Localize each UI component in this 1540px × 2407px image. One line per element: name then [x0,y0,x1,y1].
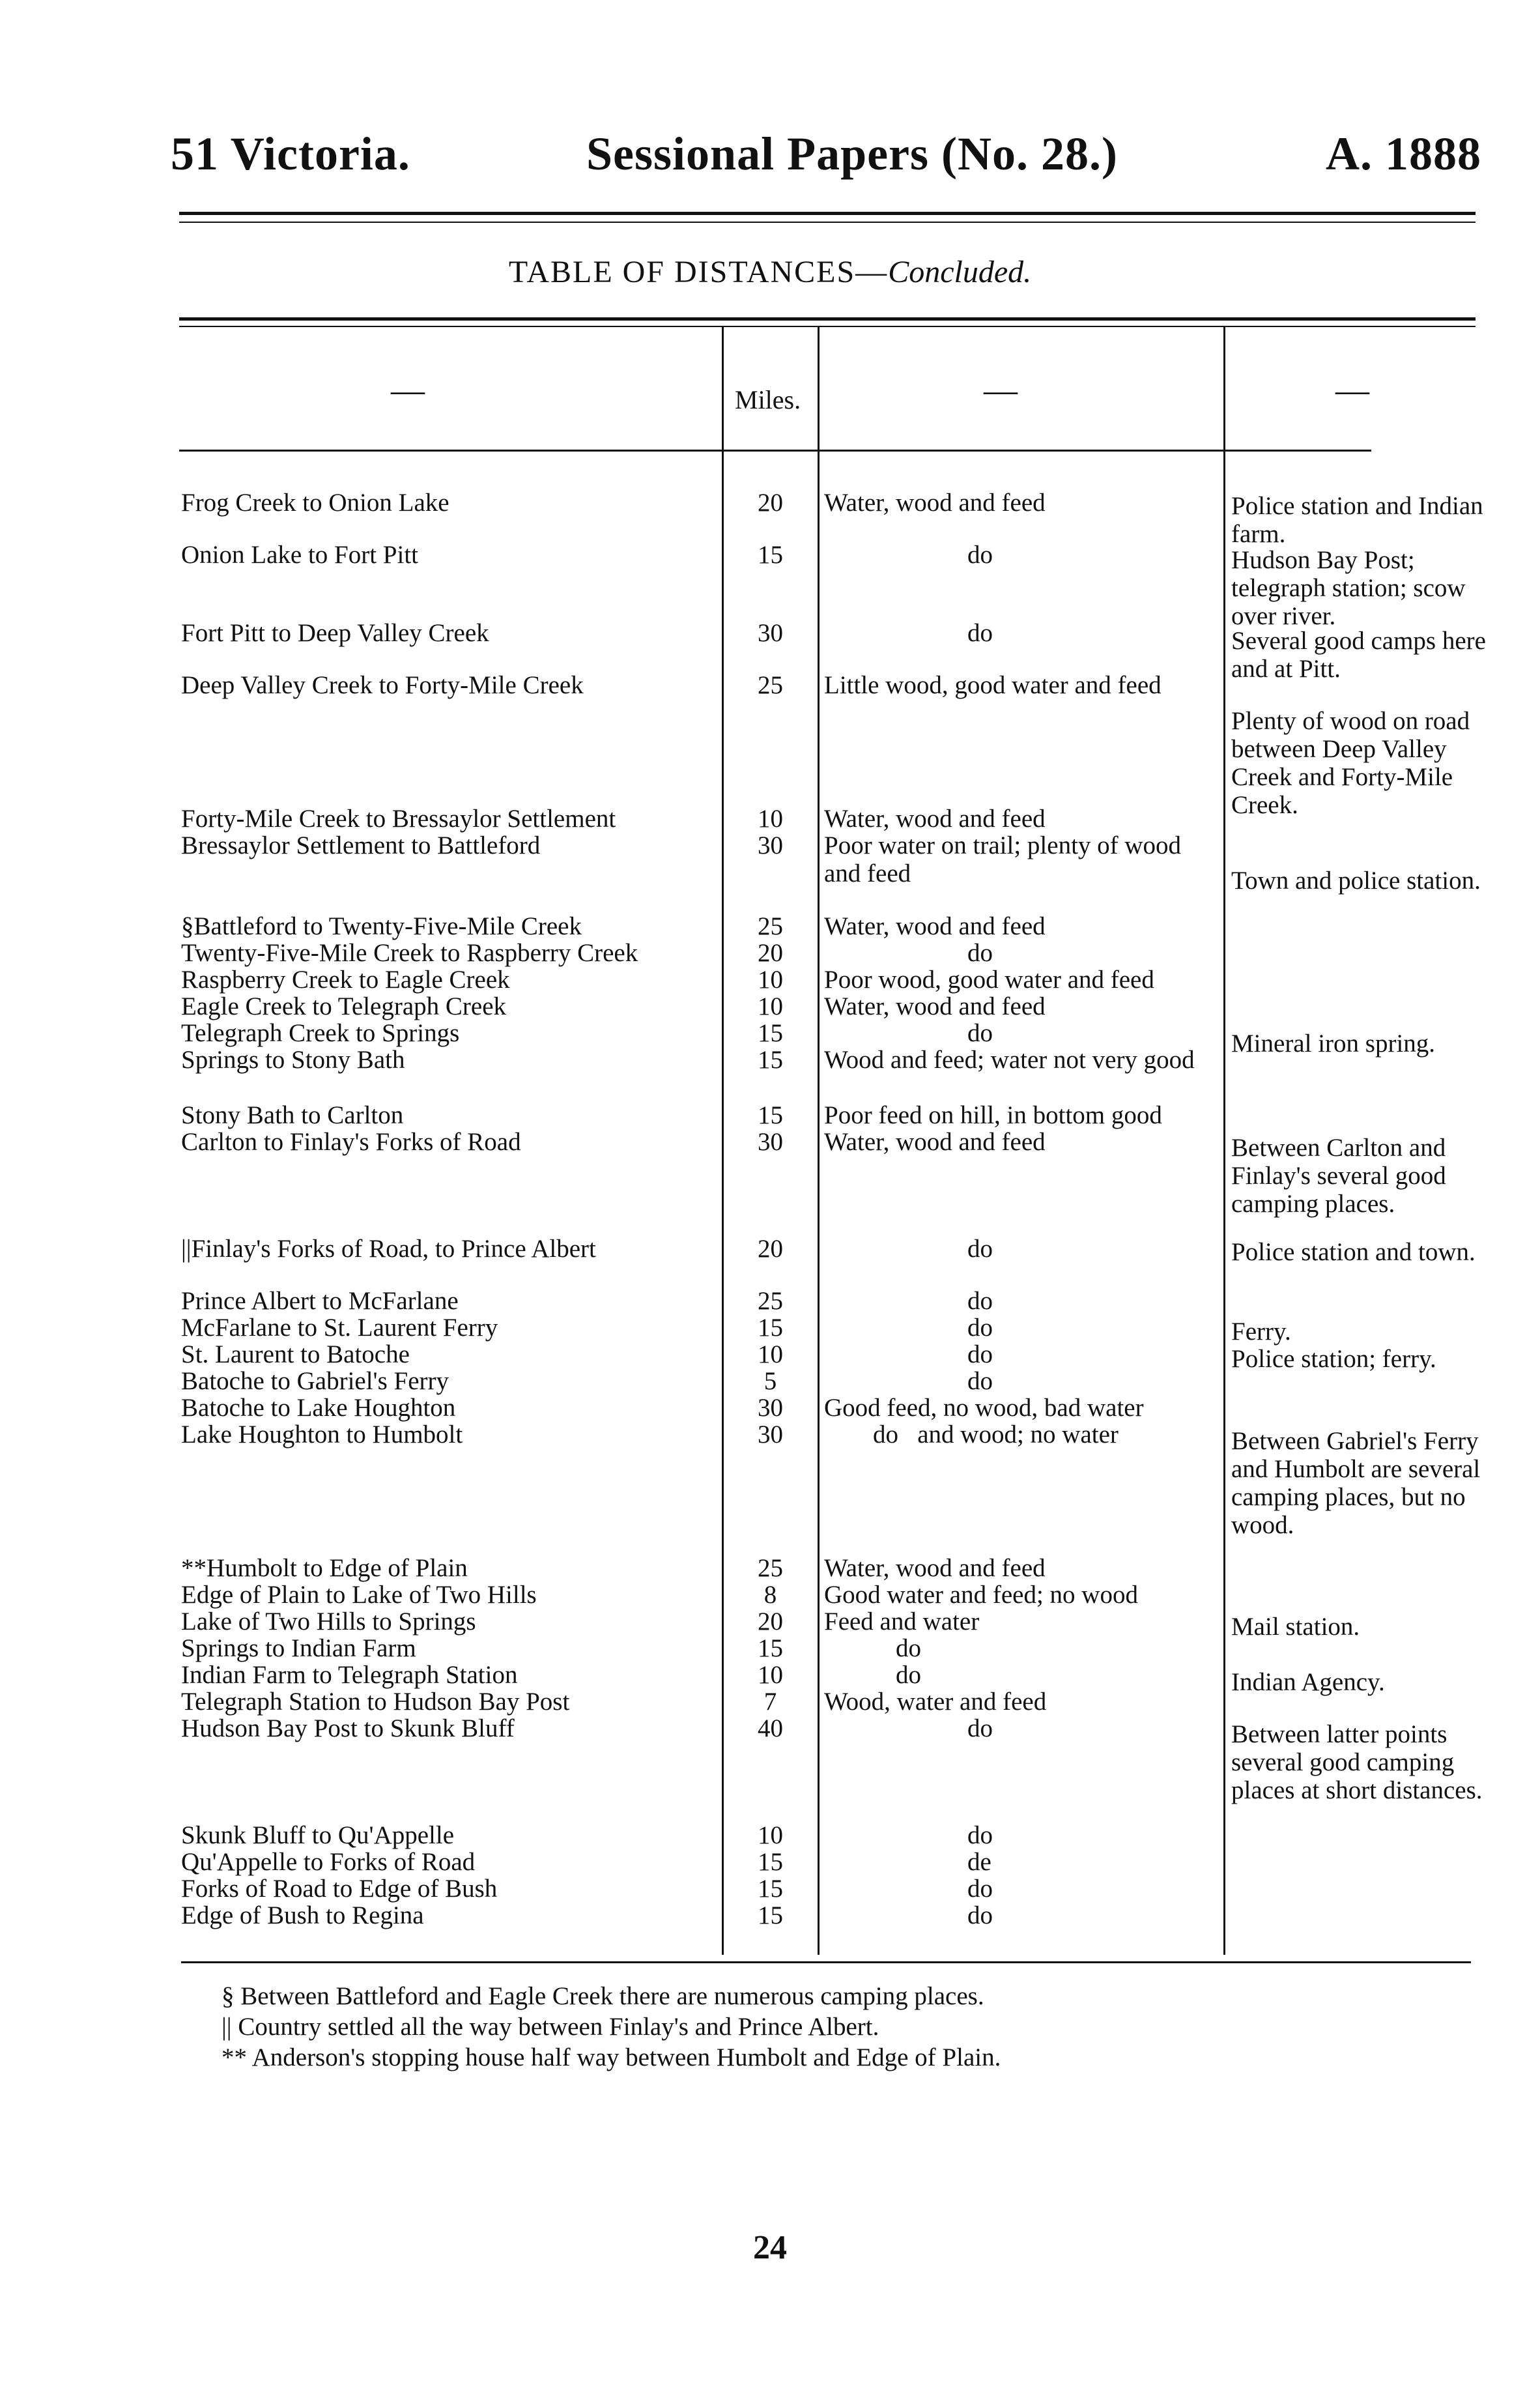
table-title-italic: Concluded. [888,255,1032,289]
miles-cell: 10 [758,966,783,994]
remark-cell: Police station and town. [1231,1238,1476,1266]
miles-cell: 30 [758,1128,783,1156]
route-cell: §Battleford to Twenty-Five-Mile Creek [181,912,582,940]
footnote-asterisks: ** Anderson's stopping house half way between Humbolt and Edge of Plain. [221,2043,1001,2071]
route-cell: Bressaylor Settlement to Battleford [181,831,541,859]
miles-cell: 10 [758,1821,783,1849]
table-rule-top [179,317,1476,321]
miles-cell: 7 [763,1688,777,1716]
miles-cell: 25 [758,1287,783,1315]
miles-cell: 15 [758,1634,783,1662]
col-head-remarks: — [1335,372,1369,409]
route-cell: Edge of Plain to Lake of Two Hills [181,1581,537,1609]
remark-cell: Between Carlton and Finlay's several good camping places. [1231,1134,1446,1218]
col-head-miles: Miles. [735,385,801,414]
remark-cell: Mineral iron spring. [1231,1030,1436,1058]
route-cell: Batoche to Lake Houghton [181,1394,456,1422]
miles-cell: 15 [758,1314,783,1342]
table-rule-top-2 [179,326,1476,327]
miles-cell: 10 [758,1340,783,1368]
description-cell: Good feed, no wood, bad water [824,1394,1144,1422]
route-cell: Lake Houghton to Humbolt [181,1420,463,1449]
route-cell: Fort Pitt to Deep Valley Creek [181,619,489,647]
column-rule-3 [1223,326,1225,1955]
header-center: Sessional Papers (No. 28.) [586,128,1118,180]
miles-cell: 15 [758,1019,783,1047]
remark-cell: Indian Agency. [1231,1668,1385,1696]
description-cell: Water, wood and feed [824,1128,1046,1156]
description-cell: Poor water on trail; plenty of wood and feed [824,831,1182,887]
column-rule-2 [818,326,820,1955]
description-cell: Poor feed on hill, in bottom good [824,1101,1162,1129]
col-head-route: — [391,372,425,409]
header-separator [179,450,1371,452]
route-cell: Frog Creek to Onion Lake [181,489,449,517]
route-cell: Forks of Road to Edge of Bush [181,1875,498,1903]
miles-cell: 15 [758,541,783,569]
route-cell: Indian Farm to Telegraph Station [181,1661,518,1689]
miles-cell: 15 [758,1046,783,1074]
route-cell: Lake of Two Hills to Springs [181,1607,476,1636]
remark-cell: Plenty of wood on road between Deep Valley Creek and Forty-Mile Creek. [1231,707,1470,819]
route-cell: Twenty-Five-Mile Creek to Raspberry Creek [181,939,638,967]
route-cell: Edge of Bush to Regina [181,1901,424,1929]
table-bottom-rule [181,1961,1471,1963]
description-cell: Water, wood and feed [824,805,1046,833]
route-cell: Eagle Creek to Telegraph Creek [181,992,507,1020]
route-cell: ||Finlay's Forks of Road, to Prince Albert [181,1235,596,1263]
route-cell: Deep Valley Creek to Forty-Mile Creek [181,671,584,699]
description-cell: Poor wood, good water and feed [824,966,1154,994]
route-cell: Telegraph Creek to Springs [181,1019,460,1047]
header-rule-top [179,212,1476,215]
header-right: A. 1888 [1326,128,1481,180]
description-cell: do [967,1287,993,1315]
miles-cell: 10 [758,805,783,833]
route-cell: St. Laurent to Batoche [181,1340,410,1368]
description-cell: Water, wood and feed [824,992,1046,1020]
remark-cell: Ferry. [1231,1318,1291,1346]
description-cell: do [967,1314,993,1342]
description-cell: do [967,939,993,967]
description-cell: do [967,1367,993,1395]
miles-cell: 10 [758,992,783,1020]
route-cell: Onion Lake to Fort Pitt [181,541,418,569]
table-title-main: TABLE OF DISTANCES— [508,255,889,289]
route-cell: Skunk Bluff to Qu'Appelle [181,1821,455,1849]
description-cell: do [896,1661,921,1689]
remark-cell: Police station; ferry. [1231,1345,1436,1373]
footnote-section: § Between Battleford and Eagle Creek there are numerous camping places. [221,1982,984,2010]
miles-cell: 30 [758,1420,783,1449]
miles-cell: 30 [758,831,783,859]
miles-cell: 25 [758,1554,783,1582]
route-cell: Springs to Indian Farm [181,1634,416,1662]
description-cell: de [967,1848,991,1876]
remark-cell: Town and police station. [1231,867,1481,895]
description-cell: Water, wood and feed [824,1554,1046,1582]
description-cell: do [967,1235,993,1263]
miles-cell: 15 [758,1875,783,1903]
remark-cell: Mail station. [1231,1613,1360,1641]
miles-cell: 25 [758,912,783,940]
route-cell: Stony Bath to Carlton [181,1101,404,1129]
route-cell: Forty-Mile Creek to Bressaylor Settlement [181,805,616,833]
page-number: 24 [753,2229,787,2266]
description-cell: Water, wood and feed [824,489,1046,517]
route-cell: Batoche to Gabriel's Ferry [181,1367,449,1395]
route-cell: Raspberry Creek to Eagle Creek [181,966,510,994]
description-cell: Wood and feed; water not very good [824,1046,1195,1074]
description-cell: do [967,1821,993,1849]
description-cell: Little wood, good water and feed [824,671,1162,699]
miles-cell: 15 [758,1901,783,1929]
miles-cell: 10 [758,1661,783,1689]
description-cell: do [967,1340,993,1368]
description-cell: Feed and water [824,1607,980,1636]
remark-cell: Police station and Indian farm. [1231,492,1483,548]
miles-cell: 20 [758,1235,783,1263]
column-rule-1 [722,326,724,1955]
description-cell: do [967,619,993,647]
remark-cell: Several good camps here and at Pitt. [1231,627,1486,683]
description-cell: Wood, water and feed [824,1688,1047,1716]
miles-cell: 8 [763,1581,777,1609]
header-rule-bottom [179,222,1476,223]
route-cell: Carlton to Finlay's Forks of Road [181,1128,521,1156]
footnote-parallel: || Country settled all the way between Finlay's and Prince Albert. [221,2013,879,2041]
description-cell: do and wood; no water [873,1420,1119,1449]
description-cell: do [967,541,993,569]
description-cell: do [967,1714,993,1742]
header-left: 51 Victoria. [171,128,410,180]
miles-cell: 25 [758,671,783,699]
description-cell: Water, wood and feed [824,912,1046,940]
route-cell: Hudson Bay Post to Skunk Bluff [181,1714,515,1742]
miles-cell: 20 [758,489,783,517]
miles-cell: 20 [758,1607,783,1636]
miles-cell: 40 [758,1714,783,1742]
remark-cell: Between latter points several good camping places at short distances. [1231,1720,1483,1804]
description-cell: do [967,1875,993,1903]
route-cell: Qu'Appelle to Forks of Road [181,1848,476,1876]
route-cell: **Humbolt to Edge of Plain [181,1554,468,1582]
col-head-description: — [984,372,1018,409]
description-cell: do [967,1901,993,1929]
miles-cell: 5 [763,1367,777,1395]
description-cell: do [967,1019,993,1047]
description-cell: Good water and feed; no wood [824,1581,1138,1609]
miles-cell: 30 [758,1394,783,1422]
miles-cell: 15 [758,1848,783,1876]
table-title [0,254,1540,290]
route-cell: Springs to Stony Bath [181,1046,405,1074]
miles-cell: 15 [758,1101,783,1129]
miles-cell: 30 [758,619,783,647]
route-cell: McFarlane to St. Laurent Ferry [181,1314,498,1342]
remark-cell: Hudson Bay Post; telegraph station; scow over river. [1231,546,1466,630]
remark-cell: Between Gabriel's Ferry and Humbolt are several camping places, but no wood. [1231,1427,1481,1539]
route-cell: Prince Albert to McFarlane [181,1287,459,1315]
description-cell: do [896,1634,921,1662]
miles-cell: 20 [758,939,783,967]
route-cell: Telegraph Station to Hudson Bay Post [181,1688,570,1716]
